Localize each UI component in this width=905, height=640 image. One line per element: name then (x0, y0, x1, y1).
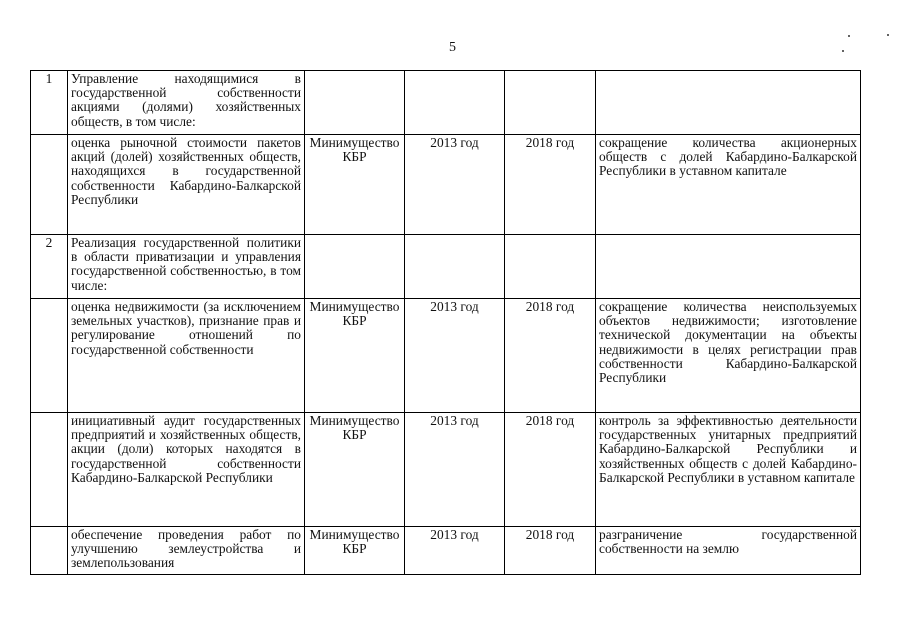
activity-name: Управление находящимися в государственной собственности акциями (долями) хозяйственных обществ, в том числе: (68, 71, 305, 135)
table-row (31, 71, 861, 135)
row-number (31, 527, 68, 575)
expected-result: сокращение количества неиспользуемых объектов недвижимости; изготовление технической документации на объекты недвижимости в целях регистрации прав собственности Кабардино-Балкарской Республики (596, 299, 861, 413)
table-row (31, 135, 861, 235)
executor: Минимущество КБР (305, 299, 405, 413)
activity-name: Реализация государственной политики в области приватизации и управления государственной собственностью, в том числе: (68, 235, 305, 299)
scan-speck (848, 35, 850, 37)
expected-result: контроль за эффективностью деятельности государственных унитарных предприятий Кабардино-Балкарской Республики и хозяйственных обществ с долей Кабардино-Балкарской Республики в уставном капитале (596, 413, 861, 527)
activity-name: инициативный аудит государственных предприятий и хозяйственных обществ, акции (доли) которых находятся в государственной собственности Кабардино-Балкарской Республики (68, 413, 305, 527)
executor (305, 235, 405, 299)
start-year: 2013 год (405, 527, 505, 575)
row-number: 2 (31, 235, 68, 299)
end-year: 2018 год (505, 527, 596, 575)
table-row (31, 527, 861, 575)
executor (305, 71, 405, 135)
expected-result (596, 71, 861, 135)
start-year: 2013 год (405, 135, 505, 235)
executor: Минимущество КБР (305, 527, 405, 575)
table-row (31, 235, 861, 299)
scan-speck (842, 50, 844, 52)
end-year: 2018 год (505, 413, 596, 527)
activities-table (30, 70, 861, 575)
start-year: 2013 год (405, 413, 505, 527)
table-row (31, 299, 861, 413)
activity-name: оценка недвижимости (за исключением земельных участков), признание прав и регулирование отношений по государственной собственности (68, 299, 305, 413)
row-number (31, 135, 68, 235)
start-year (405, 235, 505, 299)
row-number (31, 413, 68, 527)
scan-speck (887, 34, 889, 36)
expected-result: сокращение количества акционерных обществ с долей Кабардино-Балкарской Республики в уставном капитале (596, 135, 861, 235)
activity-name: обеспечение проведения работ по улучшению землеустройства и землепользования (68, 527, 305, 575)
table-row (31, 413, 861, 527)
expected-result: разграничение государственной собственности на землю (596, 527, 861, 575)
end-year: 2018 год (505, 135, 596, 235)
executor: Минимущество КБР (305, 413, 405, 527)
start-year: 2013 год (405, 299, 505, 413)
page-number: 5 (449, 40, 456, 55)
row-number: 1 (31, 71, 68, 135)
end-year (505, 71, 596, 135)
expected-result (596, 235, 861, 299)
start-year (405, 71, 505, 135)
end-year: 2018 год (505, 299, 596, 413)
end-year (505, 235, 596, 299)
activity-name: оценка рыночной стоимости пакетов акций (долей) хозяйственных обществ, находящихся в государственной собственности Кабардино-Балкарской Республики (68, 135, 305, 235)
executor: Минимущество КБР (305, 135, 405, 235)
row-number (31, 299, 68, 413)
